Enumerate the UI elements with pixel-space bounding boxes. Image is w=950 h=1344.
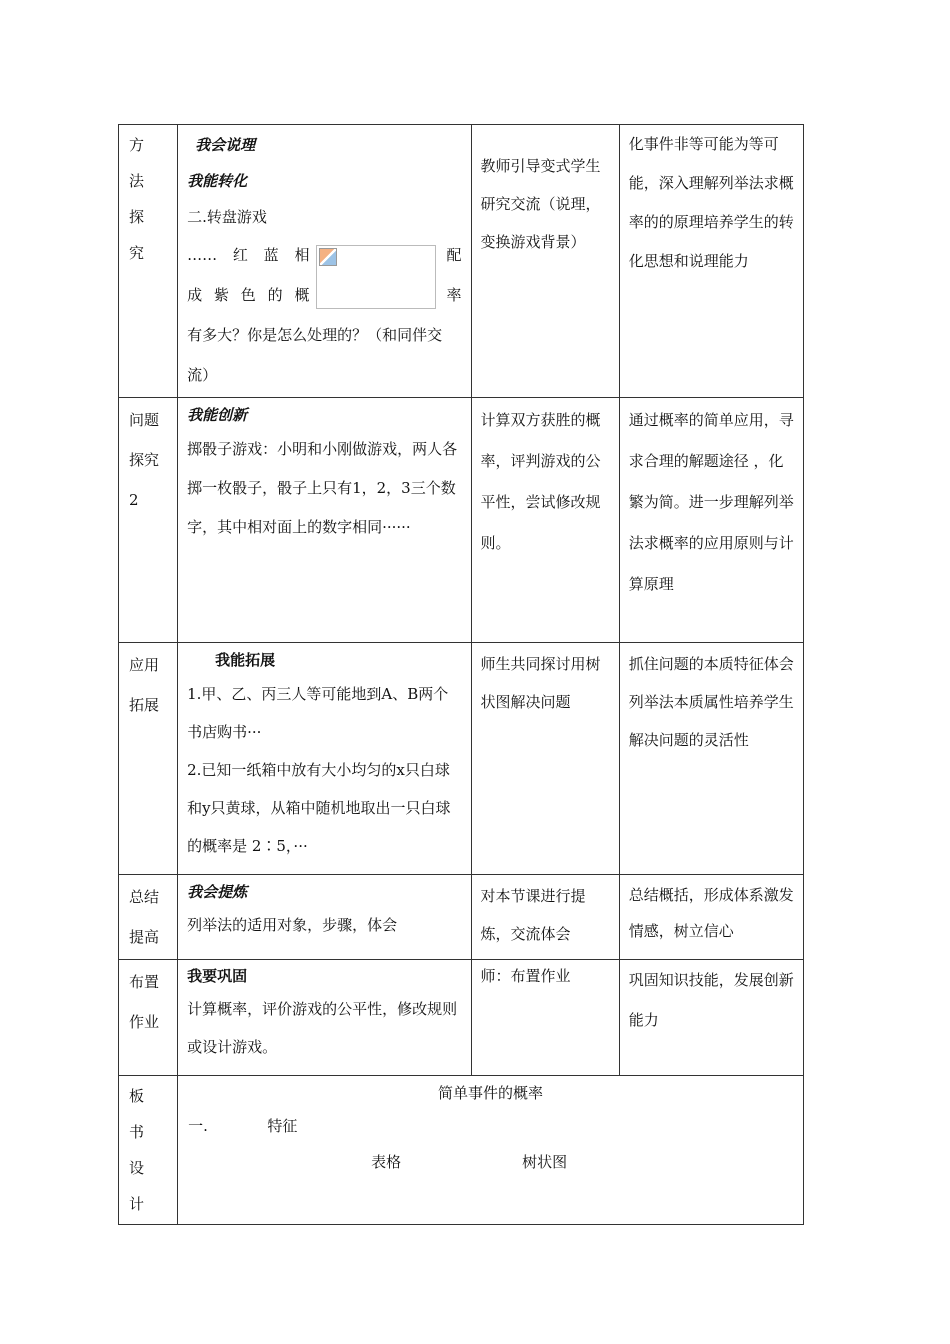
content-text: 掷骰子游戏：小明和小刚做游戏，两人各掷一枚骰子，骰子上只有1，2，3三个数字，其中相对面上的数字相同······	[187, 440, 458, 536]
teacher-activity: 计算双方获胜的概率，评判游戏的公平性，尝试修改规则。	[480, 411, 601, 552]
stage-label	[119, 125, 177, 273]
board-item-number: 一.	[188, 1117, 208, 1135]
stage-label: 布置作业	[129, 973, 160, 1031]
content-cell	[178, 643, 470, 867]
stage-char: 书	[129, 1123, 145, 1141]
board-tree-label: 树状图	[522, 1153, 568, 1171]
content-cell	[178, 398, 470, 549]
content-cell	[178, 125, 470, 397]
row-method-explore	[119, 125, 804, 398]
content-text: 配	[446, 246, 462, 264]
design-intent: 化事件非等可能为等可能，深入理解列举法求概率的的原理培养学生的转化思想和说理能力	[628, 135, 794, 270]
stage-char: 究	[129, 244, 145, 262]
stage-char: 探	[129, 208, 145, 226]
content-text: 成紫色的概	[187, 286, 310, 304]
teacher-activity: 师生共同探讨用树状图解决问题	[480, 655, 601, 711]
stage-label	[119, 1076, 177, 1224]
content-text: 有多大？你是怎么处理的？（和同伴交流）	[187, 326, 443, 384]
content-text: ……红蓝相	[187, 246, 310, 264]
content-cell	[178, 875, 470, 945]
lesson-plan-table	[118, 124, 804, 1225]
stage-label: 应用拓展	[129, 656, 160, 714]
board-table-label: 表格	[371, 1153, 402, 1171]
row-homework	[119, 960, 804, 1076]
teacher-activity: 师：布置作业	[480, 967, 571, 985]
heading: 我要巩固	[187, 967, 248, 985]
row-summary	[119, 875, 804, 960]
content-cell	[178, 960, 470, 1068]
design-intent: 总结概括，形成体系激发情感，树立信心	[628, 886, 794, 940]
heading: 我会提炼	[187, 883, 248, 901]
stage-char: 方	[129, 136, 145, 154]
stage-char: 计	[129, 1195, 145, 1213]
design-intent: 抓住问题的本质特征体会列举法本质属性培养学生解决问题的灵活性	[628, 655, 794, 749]
board-title: 简单事件的概率	[438, 1084, 544, 1102]
teacher-activity: 对本节课进行提炼，交流体会	[480, 887, 586, 943]
stage-char: 设	[129, 1159, 145, 1177]
heading: 我能创新	[187, 406, 248, 424]
stage-label: 问题探究2	[129, 411, 160, 509]
row-application	[119, 643, 804, 875]
content-text: 率	[446, 286, 462, 304]
stage-label: 总结提高	[129, 888, 160, 946]
content-text: 列举法的适用对象，步骤，体会	[187, 916, 398, 934]
spinner-image	[316, 245, 436, 309]
broken-image-icon	[319, 248, 337, 266]
stage-char: 法	[129, 172, 145, 190]
section-title: 二.转盘游戏	[187, 208, 267, 226]
heading: 我能拓展	[215, 651, 276, 669]
teacher-activity: 教师引导变式学生研究交流（说理，变换游戏背景）	[480, 157, 601, 251]
row-problem-explore	[119, 398, 804, 643]
list-item: 1.甲、乙、丙三人等可能地到A、B两个书店购书···	[187, 685, 449, 741]
heading: 我能转化	[187, 172, 248, 190]
heading: 我会说理	[195, 136, 256, 154]
list-item: 2.已知一纸箱中放有大小均匀的x只白球和y只黄球，从箱中随机地取出一只白球的概率是 2∶5，···	[187, 761, 451, 855]
design-intent: 通过概率的简单应用，寻求合理的解题途径 ，化繁为简。进一步理解列举法求概率的应用原则与计算原理	[628, 411, 794, 593]
board-item-label: 特征	[267, 1117, 298, 1135]
design-intent: 巩固知识技能，发展创新能力	[628, 971, 794, 1029]
row-board-design	[119, 1076, 804, 1225]
content-text: 计算概率，评价游戏的公平性，修改规则或设计游戏。	[187, 1000, 458, 1056]
stage-char: 板	[129, 1087, 145, 1105]
board-design	[178, 1076, 803, 1222]
